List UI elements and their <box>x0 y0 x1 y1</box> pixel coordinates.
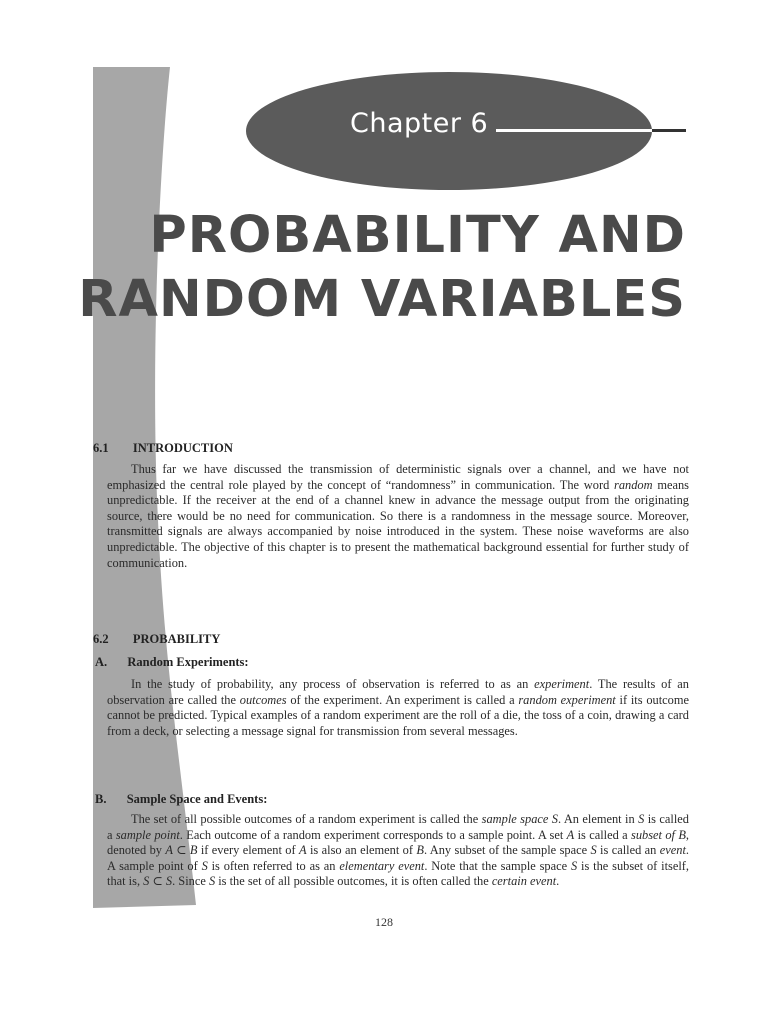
paragraph-text: , denoted by <box>107 827 689 858</box>
paragraph-emphasis: A <box>566 827 575 842</box>
paragraph-text: is the set of all possible outcomes, it is often called the <box>215 874 492 889</box>
subsection-b-heading <box>95 792 267 807</box>
section-6-1-heading <box>93 441 233 456</box>
sample-space-paragraph <box>107 812 689 890</box>
paragraph-emphasis: S <box>208 874 216 889</box>
paragraph-emphasis: random <box>614 477 653 492</box>
paragraph-text: is often referred to as an <box>207 858 340 873</box>
subsection-title: Sample Space and Events: <box>126 792 268 806</box>
chapter-label: Chapter 6 <box>350 108 489 139</box>
subsection-letter: A. <box>95 655 108 669</box>
paragraph-emphasis: elementary event <box>339 858 425 873</box>
paragraph-emphasis: event <box>659 843 686 858</box>
paragraph-text: Thus far we have discussed the transmission of deterministic signals over a channel, and we have not emphasized the central role played by the concept of “randomness” in communication. The word <box>107 462 689 492</box>
paragraph-emphasis: S <box>638 812 645 826</box>
section-number: 6.2 <box>93 632 109 646</box>
paragraph-text: of the experiment. An experiment is called a <box>286 692 519 707</box>
paragraph-emphasis: subset of B <box>631 827 686 842</box>
paragraph-text: In the study of probability, any process of observation is referred to as an <box>131 677 535 691</box>
paragraph-emphasis: S <box>590 843 597 858</box>
paragraph-text: . An element in <box>558 812 639 826</box>
paragraph-text: . <box>556 874 560 889</box>
paragraph-text: . Since <box>172 874 209 889</box>
paragraph-emphasis: certain event <box>491 874 557 889</box>
paragraph-emphasis: experiment <box>534 677 590 691</box>
paragraph-text: is also an element of <box>306 843 417 858</box>
paragraph-text: . Any subset of the sample space <box>423 843 591 858</box>
paragraph-text: is called a <box>107 812 689 842</box>
paragraph-emphasis: A <box>299 843 307 858</box>
paragraph-text: if every element of <box>197 843 300 858</box>
paragraph-emphasis: S <box>570 858 578 873</box>
section-6-2-heading <box>93 632 220 647</box>
paragraph-text: . The results of an observation are called the <box>107 677 689 707</box>
paragraph-text: is called an <box>596 843 660 858</box>
paragraph-emphasis: B <box>416 843 424 858</box>
paragraph-emphasis: S <box>201 858 208 873</box>
page-number: 128 <box>375 915 393 929</box>
random-experiments-paragraph <box>107 677 689 739</box>
subsection-letter: B. <box>95 792 107 806</box>
paragraph-text: . Note that the sample space <box>424 858 571 873</box>
paragraph-text: . A sample point of <box>107 843 690 873</box>
chapter-rule-extension <box>652 129 686 132</box>
paragraph-emphasis: sample space S <box>481 812 559 826</box>
section-number: 6.1 <box>93 441 109 455</box>
chapter-title-line-2: RANDOM VARIABLES <box>78 270 686 329</box>
paragraph-emphasis: random experiment <box>518 692 616 707</box>
paragraph-text: is called a <box>574 827 631 842</box>
subsection-a-heading <box>95 655 249 670</box>
paragraph-text: is the subset of itself, that is, <box>107 858 690 889</box>
paragraph-emphasis: outcomes <box>239 692 287 707</box>
paragraph-text: . Each outcome of a random experiment corresponds to a sample point. A set <box>179 827 567 842</box>
paragraph-emphasis: S ⊂ S <box>143 874 173 889</box>
introduction-paragraph <box>107 462 689 571</box>
paragraph-text: means unpredictable. If the receiver at the end of a channel knew in advance the message output from the originating source, there would be no need for communication. So there is a randomness in the message source. Moreover, transmitted signals are always accompanied by noise introduced in the system. These noise waveforms are also unpredictable. The objective of this chapter is to present the mathematical background essential for further study of communication. <box>107 477 689 570</box>
paragraph-emphasis: sample point <box>115 827 180 842</box>
paragraph-emphasis: A ⊂ B <box>165 843 198 858</box>
section-title: INTRODUCTION <box>132 441 233 455</box>
section-title: PROBABILITY <box>132 632 221 646</box>
paragraph-text: The set of all possible outcomes of a random experiment is called the <box>131 812 482 826</box>
subsection-title: Random Experiments: <box>127 655 249 669</box>
paragraph-text: if its outcome cannot be predicted. Typical examples of a random experiment are the roll of a die, the toss of a coin, drawing a card from a deck, or selecting a message signal for transmission from several messages. <box>107 692 689 738</box>
chapter-title-line-1: PROBABILITY AND <box>149 206 686 265</box>
